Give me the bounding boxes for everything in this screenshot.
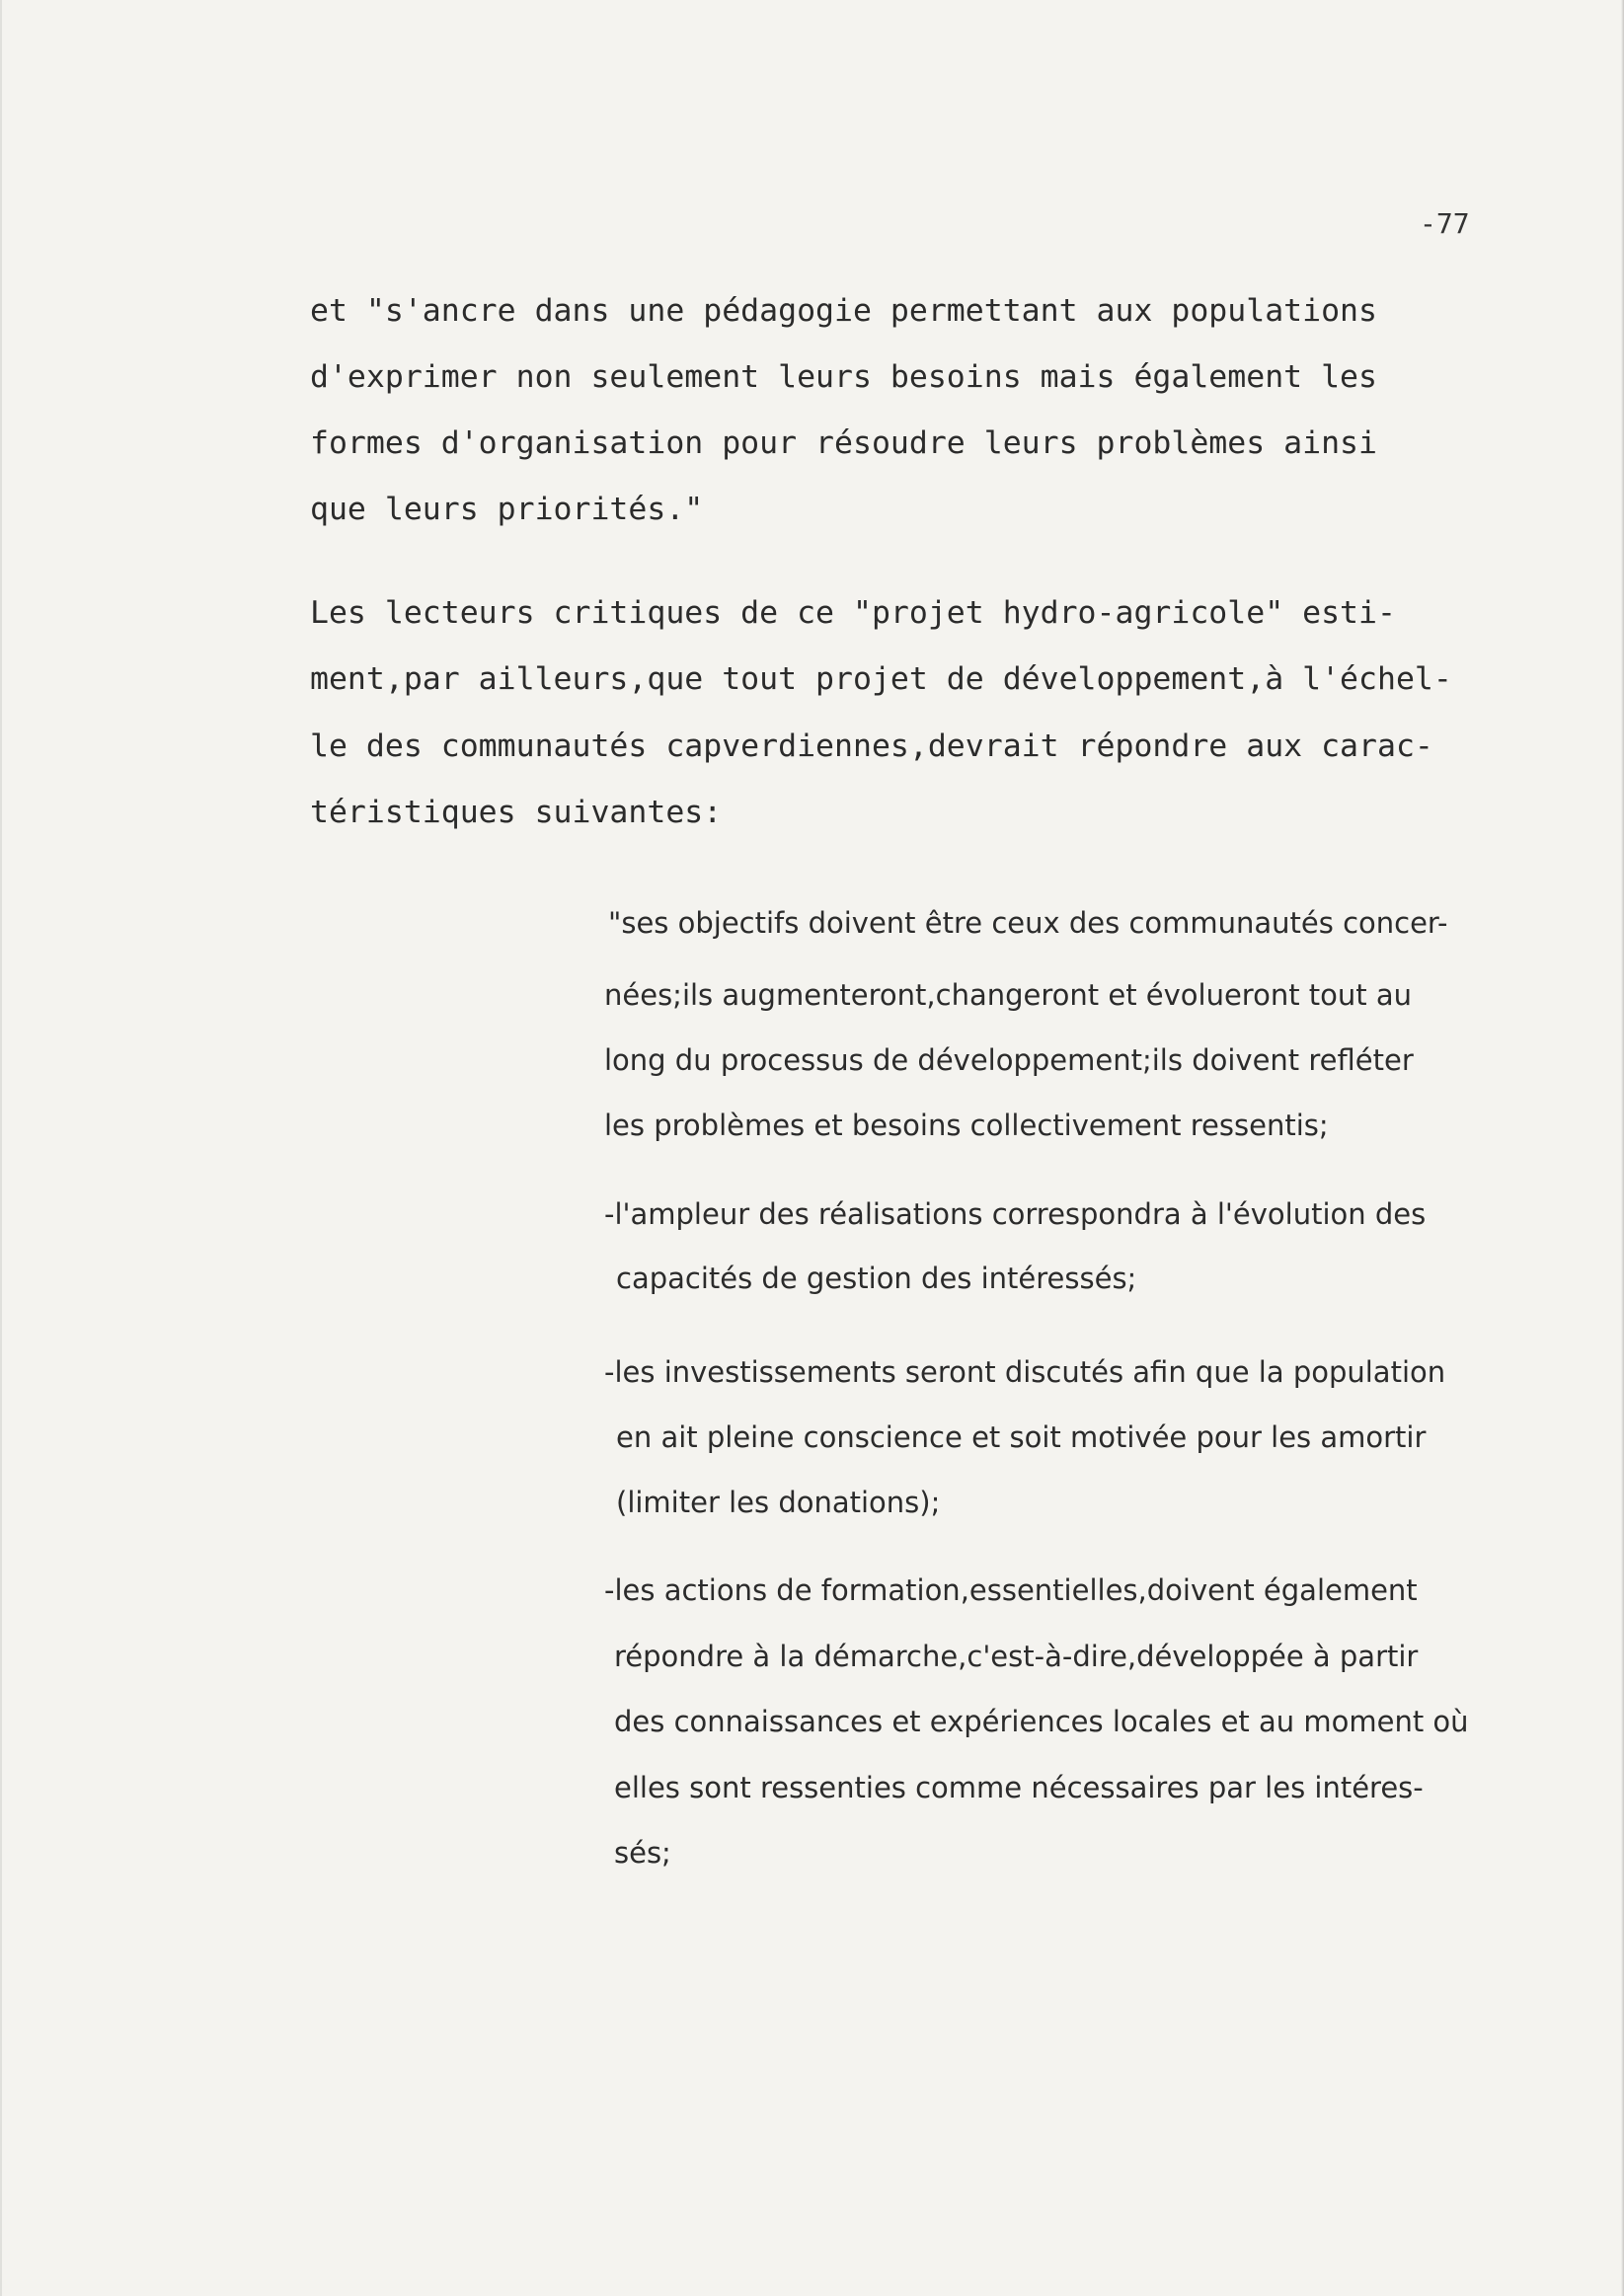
paragraph-2-line-2: ment,par ailleurs,que tout projet de développement,à l'échel- — [310, 661, 1452, 697]
quote-item-4-line-1: -les actions de formation,essentielles,doivent également — [604, 1573, 1418, 1607]
paragraph-2-line-4: téristiques suivantes: — [310, 795, 723, 830]
quote-item-3-line-1: -les investissements seront discutés afin que la population — [604, 1355, 1446, 1389]
quote-item-1-line-4: les problèmes et besoins collectivement ressentis; — [604, 1109, 1329, 1142]
quote-item-4-line-4: elles sont ressenties comme nécessaires par les intéres- — [614, 1771, 1424, 1804]
paragraph-1-line-3: formes d'organisation pour résoudre leurs problèmes ainsi — [310, 425, 1377, 461]
page-number: -77 — [1420, 207, 1470, 240]
quote-item-1-line-1: "ses objectifs doivent être ceux des communautés concer- — [608, 906, 1448, 940]
quote-item-1-line-2: nées;ils augmenteront,changeront et évolueront tout au — [604, 978, 1413, 1012]
paragraph-1-line-4: que leurs priorités." — [310, 492, 704, 527]
quote-item-2-line-2: capacités de gestion des intéressés; — [616, 1262, 1137, 1295]
quote-item-3-line-2: en ait pleine conscience et soit motivée pour les amortir — [616, 1420, 1427, 1454]
quote-item-2-line-1: -l'ampleur des réalisations correspondra à l'évolution des — [604, 1197, 1427, 1231]
quote-item-4-line-2: répondre à la démarche,c'est-à-dire,développée à partir — [614, 1640, 1419, 1673]
quote-item-1-line-3: long du processus de développement;ils doivent refléter — [604, 1043, 1414, 1077]
paragraph-1-line-1: et "s'ancre dans une pédagogie permettant aux populations — [310, 293, 1377, 329]
paragraph-2-line-1: Les lecteurs critiques de ce "projet hydro-agricole" esti- — [310, 595, 1396, 631]
quote-item-3-line-3: (limiter les donations); — [616, 1486, 941, 1519]
quote-item-4-line-3: des connaissances et expériences locales et au moment où — [614, 1705, 1469, 1738]
page-left-edge — [0, 0, 2, 2296]
quote-item-4-line-5: sés; — [614, 1836, 671, 1870]
paragraph-2-line-3: le des communautés capverdiennes,devrait répondre aux carac- — [310, 728, 1433, 764]
paragraph-1-line-2: d'exprimer non seulement leurs besoins mais également les — [310, 359, 1377, 395]
